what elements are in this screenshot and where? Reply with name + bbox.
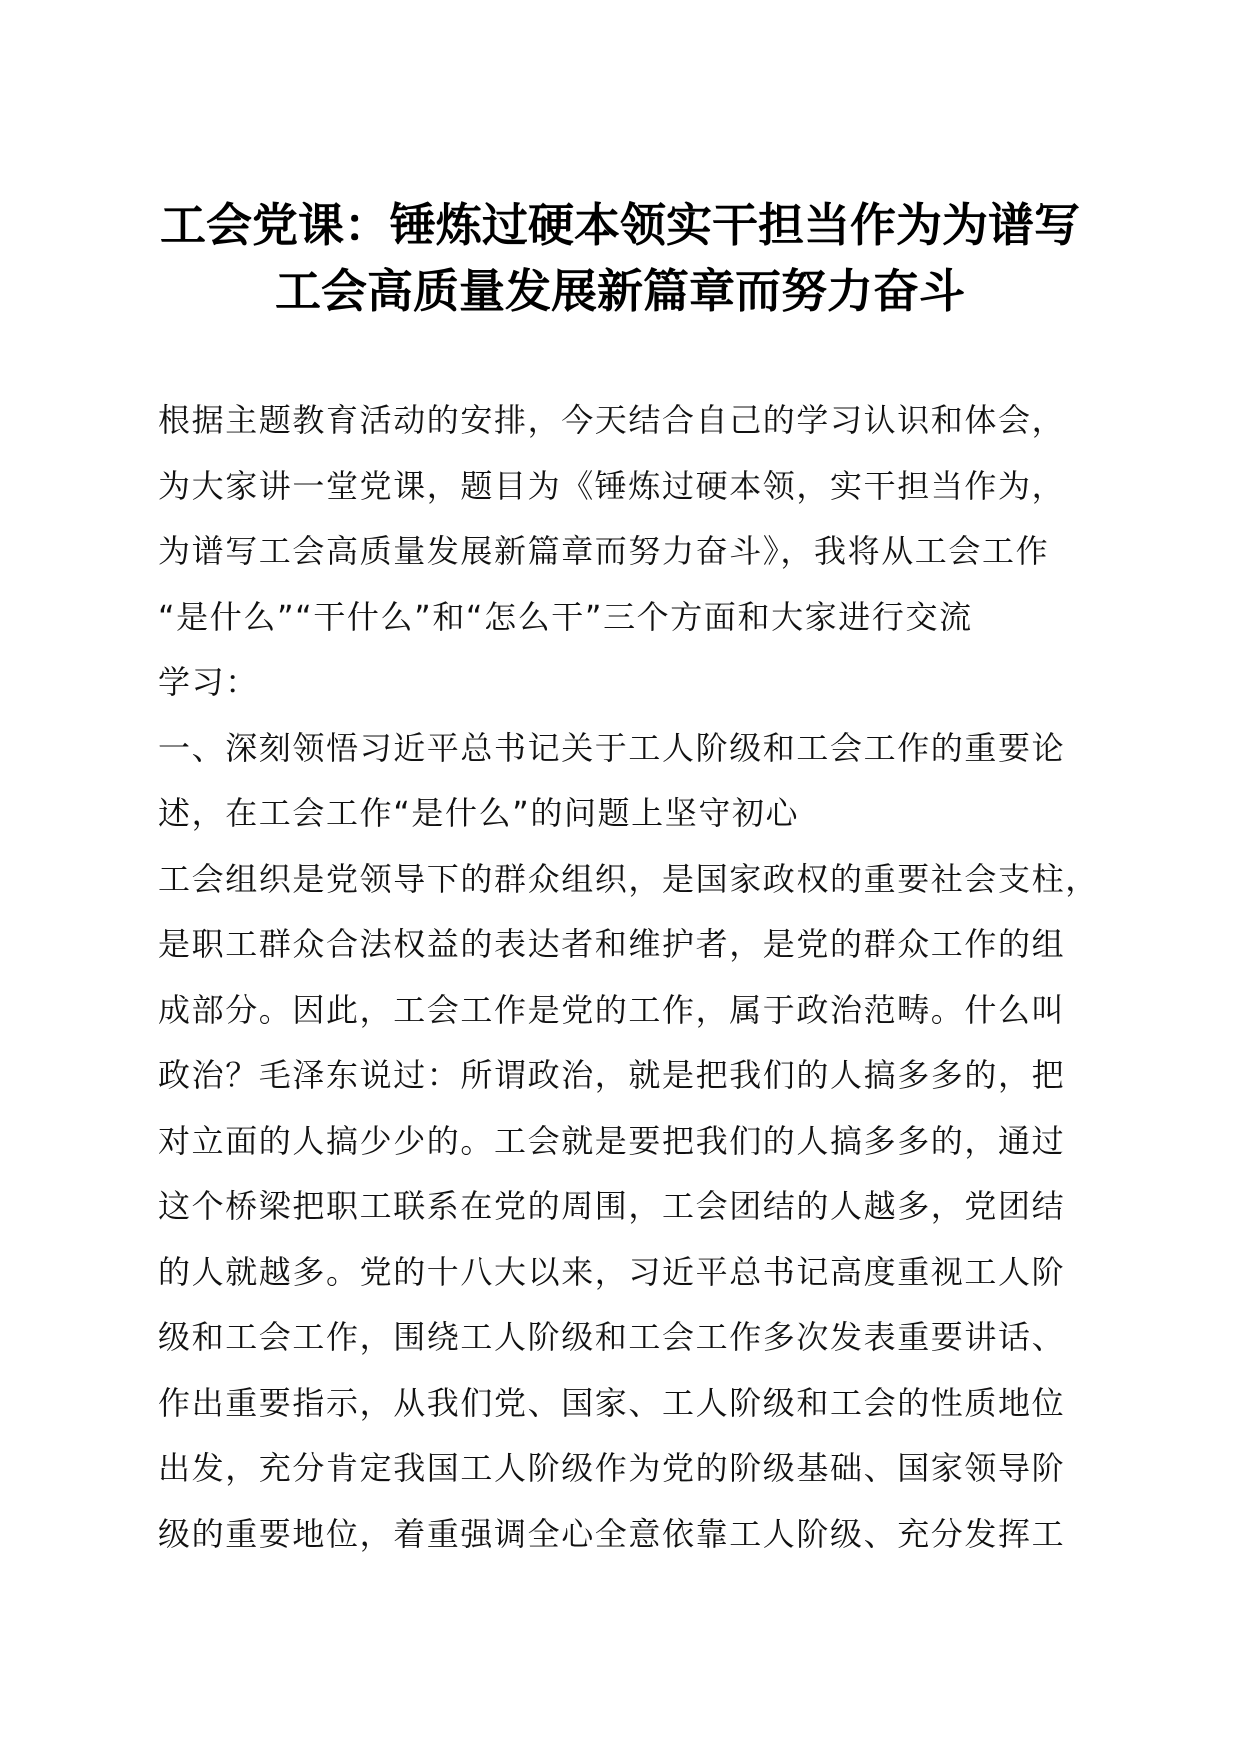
body-line: 为大家讲一堂党课，题目为《锤炼过硬本领，实干担当作为， xyxy=(158,466,1066,505)
document-title xyxy=(120,192,1120,324)
body-line: 级和工会工作，围绕工人阶级和工会工作多次发表重要讲话、 xyxy=(158,1318,1066,1356)
body-line: 对立面的人搞少少的。工会就是要把我们的人搞多多的，通过 xyxy=(158,1121,1066,1160)
body-line: 这个桥梁把职工联系在党的周围，工会团结的人越多，党团结 xyxy=(158,1187,1066,1225)
section-heading-line: 述，在工会工作“是什么”的问题上坚守初心 xyxy=(158,794,800,832)
section-heading-line: 一、深刻领悟习近平总书记关于工人阶级和工会工作的重要论 xyxy=(158,728,1066,767)
body-line: 作出重要指示，从我们党、国家、工人阶级和工会的性质地位 xyxy=(158,1383,1066,1422)
title-line: 工会党课：锤炼过硬本领实干担当作为为谱写 xyxy=(160,198,1080,252)
body-line: 级的重要地位，着重强调全心全意依靠工人阶级、充分发挥工 xyxy=(158,1514,1066,1553)
body-line: 成部分。因此，工会工作是党的工作，属于政治范畴。什么叫 xyxy=(158,990,1066,1029)
body-line: 根据主题教育活动的安排，今天结合自己的学习认识和体会， xyxy=(158,401,1066,439)
document-body xyxy=(158,388,1118,1567)
body-line: 学习： xyxy=(158,663,259,701)
title-line: 工会高质量发展新篇章而努力奋斗 xyxy=(275,264,965,318)
body-line: 出发，充分肯定我国工人阶级作为党的阶级基础、国家领导阶 xyxy=(158,1449,1066,1487)
body-line: “是什么”“干什么”和“怎么干”三个方面和大家进行交流 xyxy=(158,597,973,636)
body-line: 工会组织是党领导下的群众组织，是国家政权的重要社会支柱， xyxy=(158,859,1099,898)
body-line: 是职工群众合法权益的表达者和维护者，是党的群众工作的组 xyxy=(158,925,1066,963)
body-line: 为谱写工会高质量发展新篇章而努力奋斗》，我将从工会工作 xyxy=(158,532,1050,570)
body-line: 的人就越多。党的十八大以来，习近平总书记高度重视工人阶 xyxy=(158,1252,1066,1291)
body-line: 政治？毛泽东说过：所谓政治，就是把我们的人搞多多的，把 xyxy=(158,1056,1066,1094)
